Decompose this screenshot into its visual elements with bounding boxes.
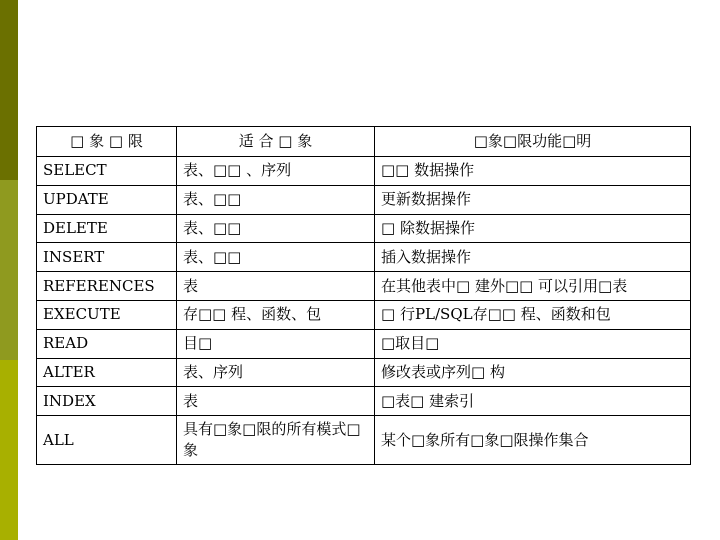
table-row: [37, 185, 691, 214]
sidebar-segment-middle: [0, 180, 18, 360]
description-cell: □取目□: [375, 329, 691, 358]
table-row: [37, 358, 691, 387]
privilege-cell: ALTER: [37, 358, 177, 387]
sidebar-segment-bottom: [0, 360, 18, 540]
privilege-cell: REFERENCES: [37, 272, 177, 301]
sidebar-accent: [0, 0, 18, 540]
description-cell: 插入数据操作: [375, 243, 691, 272]
objects-cell: 表: [177, 387, 375, 416]
table-header-row: [37, 127, 691, 157]
table-row: [37, 300, 691, 329]
objects-cell: 具有□象□限的所有模式□象: [177, 416, 375, 465]
description-cell: □ 行PL/SQL存□□ 程、函数和包: [375, 300, 691, 329]
objects-cell: 表、□□: [177, 243, 375, 272]
objects-cell: 表、序列: [177, 358, 375, 387]
privilege-cell: EXECUTE: [37, 300, 177, 329]
description-cell: □□ 数据操作: [375, 157, 691, 186]
privilege-cell: UPDATE: [37, 185, 177, 214]
privilege-cell: DELETE: [37, 214, 177, 243]
table-row: [37, 387, 691, 416]
objects-cell: 表: [177, 272, 375, 301]
description-cell: 某个□象所有□象□限操作集合: [375, 416, 691, 465]
objects-cell: 表、□□ 、序列: [177, 157, 375, 186]
privilege-cell: READ: [37, 329, 177, 358]
objects-cell: 存□□ 程、函数、包: [177, 300, 375, 329]
privilege-cell: SELECT: [37, 157, 177, 186]
sidebar-segment-top: [0, 0, 18, 180]
description-cell: □ 除数据操作: [375, 214, 691, 243]
objects-cell: 表、□□: [177, 185, 375, 214]
header-applicable-objects: 适 合 □ 象: [177, 127, 375, 157]
privilege-cell: INSERT: [37, 243, 177, 272]
table-row: [37, 272, 691, 301]
table-row: [37, 214, 691, 243]
header-privilege: □ 象 □ 限: [37, 127, 177, 157]
table-row: [37, 416, 691, 465]
description-cell: □表□ 建索引: [375, 387, 691, 416]
table-row: [37, 243, 691, 272]
table-row: [37, 329, 691, 358]
privilege-cell: ALL: [37, 416, 177, 465]
table-row: [37, 157, 691, 186]
privilege-cell: INDEX: [37, 387, 177, 416]
description-cell: 在其他表中□ 建外□□ 可以引用□表: [375, 272, 691, 301]
description-cell: 更新数据操作: [375, 185, 691, 214]
objects-cell: 目□: [177, 329, 375, 358]
header-description: □象□限功能□明: [375, 127, 691, 157]
description-cell: 修改表或序列□ 构: [375, 358, 691, 387]
objects-cell: 表、□□: [177, 214, 375, 243]
permissions-table: [36, 126, 691, 465]
